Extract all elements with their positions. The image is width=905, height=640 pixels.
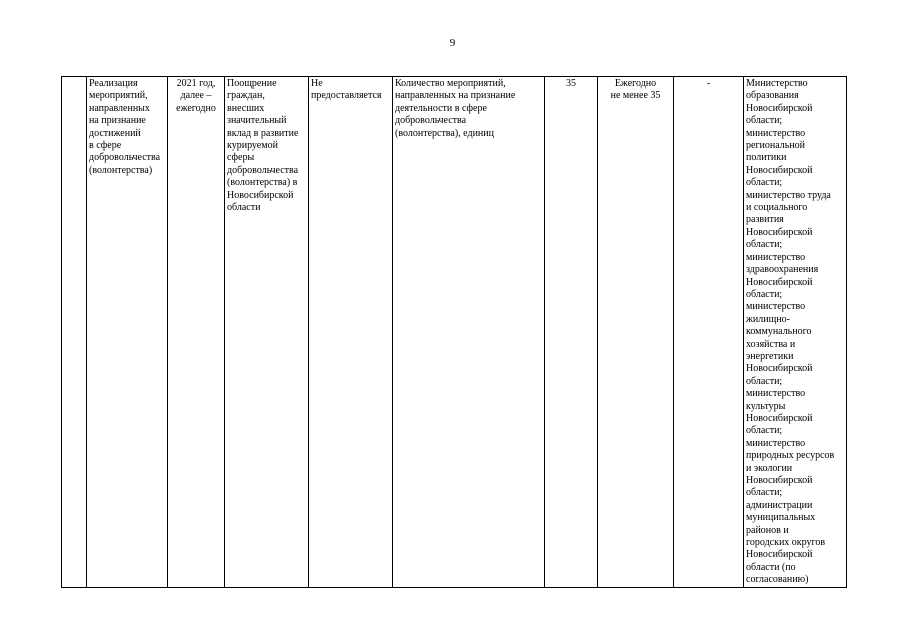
cell-text-line: районов и	[746, 524, 789, 536]
cell-text-line: направленных на признание	[395, 90, 516, 102]
cell-text-line: достижений	[89, 127, 141, 139]
cell-text-line: (волонтерства) в	[227, 177, 298, 189]
cell-text-line: (волонтерства)	[89, 164, 153, 176]
cell-text-line: мероприятий,	[89, 90, 148, 102]
cell-text-line: культуры	[746, 400, 786, 412]
cell-text-line: ежегодно	[176, 102, 216, 114]
cell-text-line: политики	[746, 152, 787, 164]
cell-text-line: природных ресурсов	[746, 450, 835, 462]
cell-text-line: Министерство	[746, 78, 808, 89]
cell-text-line: Новосибирской	[746, 164, 813, 176]
cell-text-line: области;	[746, 375, 783, 387]
indicator-cell	[393, 77, 545, 588]
cell-text-line: здравоохранения	[746, 264, 819, 276]
cell-text-line: коммунального	[746, 326, 812, 338]
cell-text-line: энергетики	[746, 350, 794, 362]
term-cell	[168, 77, 225, 588]
cell-text-line: Новосибирской	[746, 102, 813, 114]
cell-text-line: области;	[746, 239, 783, 251]
cell-text-line: в сфере	[89, 140, 122, 152]
funding-cell	[309, 77, 393, 588]
cell-text-line: добровольчества	[89, 152, 161, 164]
cell-text-line: жилищно-	[746, 313, 790, 325]
cell-text-line: министерство	[746, 127, 806, 139]
cell-text-line: далее –	[180, 90, 212, 102]
executors-cell	[744, 77, 847, 588]
cell-text-line: граждан,	[227, 90, 265, 102]
cell-text-line: и экологии	[746, 462, 793, 474]
cell-text-line: Не	[311, 78, 323, 89]
cell-text-line: значительный	[227, 115, 287, 127]
cell-text-line: внесших	[227, 102, 265, 114]
cell-text-line: области;	[746, 487, 783, 499]
cell-text-line: 2021 год,	[176, 78, 216, 89]
value-cell	[545, 77, 598, 588]
cell-text-line: области	[227, 202, 261, 214]
cell-text-line: Новосибирской	[746, 549, 813, 561]
cell-text-line: министерство	[746, 388, 806, 400]
cell-text-line: Новосибирской	[746, 412, 813, 424]
page-number: 9	[449, 37, 456, 49]
cell-text-line: Новосибирской	[746, 226, 813, 238]
cell-text-line: вклад в развитие	[227, 127, 299, 139]
cell-text-line: деятельности в сфере	[395, 102, 487, 114]
cell-text-line: добровольчества	[227, 164, 299, 176]
cell-text-line: министерство труда	[746, 189, 831, 201]
cell-text-line: и социального	[746, 202, 808, 214]
cell-text-line: образования	[746, 90, 799, 102]
cell-text-line: на признание	[89, 115, 146, 127]
cell-text-line: области (по	[746, 561, 796, 573]
cell-text-line: Новосибирской	[746, 276, 813, 288]
cell-text-line: области;	[746, 115, 783, 127]
cell-text-line: не менее 35	[610, 90, 661, 102]
cell-text-line: добровольчества	[395, 115, 467, 127]
row-number-cell	[62, 77, 87, 588]
cell-text-line: развития	[746, 214, 784, 226]
cell-text-line: муниципальных	[746, 512, 816, 524]
cell-text-line: Реализация	[89, 78, 138, 89]
cell-text-line: министерство	[746, 437, 806, 449]
cell-text-line: министерство	[746, 301, 806, 313]
cell-text-line: области;	[746, 425, 783, 437]
period-cell	[598, 77, 674, 588]
cell-text-line: области;	[746, 177, 783, 189]
measure-name-cell	[87, 77, 168, 588]
cell-text-line: министерство	[746, 251, 806, 263]
cell-text-line: согласованию)	[746, 574, 809, 586]
cell-text-line: (волонтерства), единиц	[395, 127, 494, 139]
dash-cell	[674, 77, 744, 588]
cell-text-line: Новосибирской	[746, 475, 813, 486]
cell-text-line: 35	[566, 78, 576, 89]
cell-text-line: направленных	[89, 102, 150, 114]
cell-text-line: региональной	[746, 140, 806, 152]
cell-text-line: Новосибирской	[227, 189, 294, 201]
goal-cell	[225, 77, 309, 588]
cell-text-line: городских округов	[746, 537, 826, 549]
cell-text-line: сферы	[227, 152, 255, 164]
cell-text-line: области;	[746, 288, 783, 300]
cell-text-line: Количество мероприятий,	[395, 78, 506, 89]
measures-table	[61, 76, 847, 588]
cell-text-line: администрации	[746, 499, 813, 511]
cell-text-line: Ежегодно	[614, 78, 657, 89]
cell-text-line: Поощрение	[227, 78, 277, 89]
cell-text-line: предоставляется	[311, 90, 382, 102]
cell-text-line: Новосибирской	[746, 363, 813, 375]
table-row	[62, 77, 847, 588]
cell-text-line: -	[706, 78, 711, 89]
cell-text-line: курируемой	[227, 140, 278, 152]
cell-text-line: хозяйства и	[746, 338, 796, 350]
